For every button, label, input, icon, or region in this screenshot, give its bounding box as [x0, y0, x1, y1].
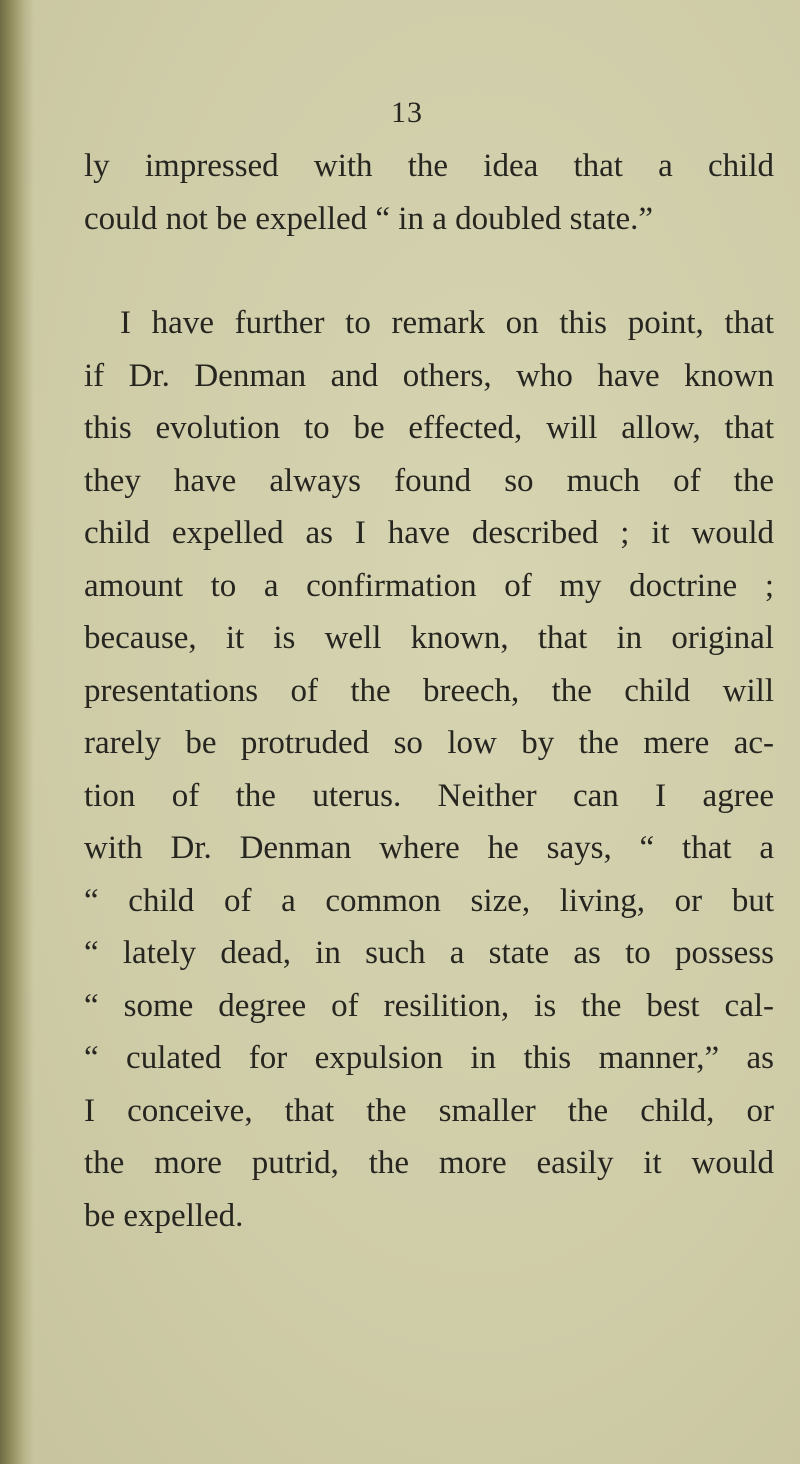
- page-number: 13: [391, 96, 423, 129]
- text-line: amount to a confirmation of my doctrine ;: [84, 567, 774, 604]
- text-line: rarely be protruded so low by the mere ac-: [84, 725, 774, 761]
- text-line: ly impressed with the idea that a child: [84, 148, 774, 184]
- paragraph-gap: [84, 245, 774, 297]
- binding-edge: [0, 0, 34, 1464]
- text-line: with Dr. Denman where he says, “ that a: [84, 830, 774, 866]
- text-line: “ lately dead, in such a state as to possess: [84, 935, 774, 971]
- text-line: “ culated for expulsion in this manner,” as: [84, 1040, 774, 1076]
- text-line: be expelled.: [84, 1197, 244, 1234]
- text-line: they have always found so much of the: [84, 462, 774, 499]
- text-line: I conceive, that the smaller the child, or: [84, 1092, 774, 1129]
- text-line: “ child of a common size, living, or but: [84, 882, 774, 919]
- text-line: could not be expelled “ in a doubled state.”: [84, 200, 654, 237]
- text-line: tion of the uterus. Neither can I agree: [84, 777, 774, 814]
- text-line: “ some degree of resilition, is the best cal-: [84, 987, 774, 1024]
- text-line: because, it is well known, that in original: [84, 620, 774, 656]
- text-line: presentations of the breech, the child will: [84, 672, 774, 709]
- text-line: I have further to remark on this point, that: [120, 305, 774, 341]
- body-text: [84, 140, 774, 1242]
- text-line: child expelled as I have described ; it would: [84, 515, 774, 551]
- text-line: the more putrid, the more easily it would: [84, 1145, 774, 1181]
- text-line: this evolution to be effected, will allow, that: [84, 410, 774, 446]
- text-line: if Dr. Denman and others, who have known: [84, 357, 774, 394]
